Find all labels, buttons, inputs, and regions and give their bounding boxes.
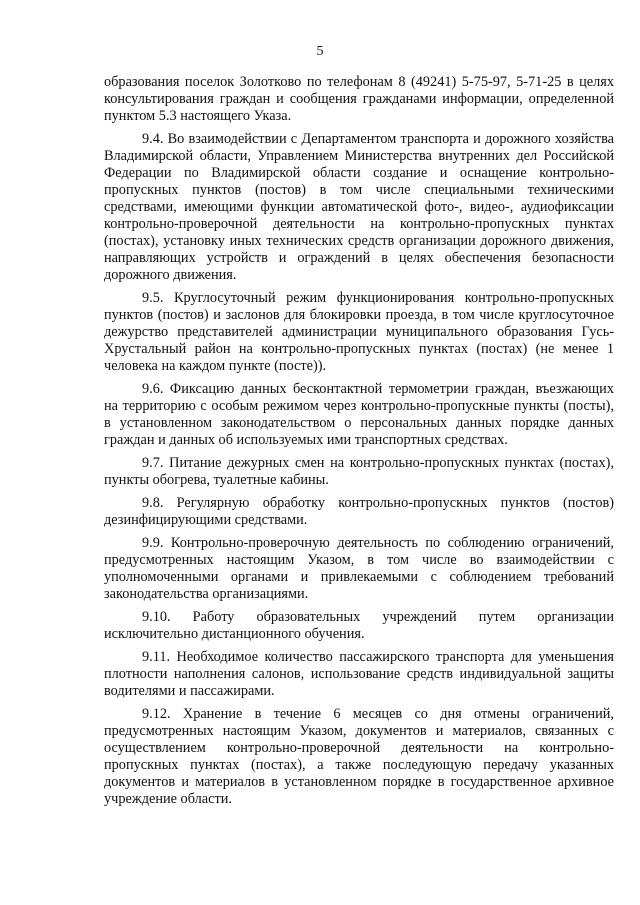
paragraph-9-11: 9.11. Необходимое количество пассажирского транспорта для уменьшения плотности наполнения салонов, использование средств индивидуальной защиты водителями и пассажирами. xyxy=(104,649,614,699)
paragraph-9-6: 9.6. Фиксацию данных бесконтактной термометрии граждан, въезжающих на территорию с особым режимом через контрольно-пропускные пункты (посты), в установленном законодательством о персональных данных порядке данных граждан и данных об используемых ими транспортных средствах. xyxy=(104,381,614,448)
paragraph-9-9: 9.9. Контрольно-проверочную деятельность по соблюдению ограничений, предусмотренных настоящим Указом, в том числе во взаимодействии с уполномоченными органами и привлекаемыми с соблюдением требований законодательства организациями. xyxy=(104,535,614,602)
page-number: 5 xyxy=(316,44,324,59)
paragraph-9-5: 9.5. Круглосуточный режим функционирования контрольно-пропускных пунктов (постов) и заслонов для блокировки проезда, в том числе круглосуточное дежурство представителей администрации муниципального образования Гусь-Хрустальный район на контрольно-пропускных пунктах (постах) (не менее 1 человека на каждом пункте (посте)). xyxy=(104,290,614,374)
paragraph-9-4: 9.4. Во взаимодействии с Департаментом транспорта и дорожного хозяйства Владимирской области, Управлением Министерства внутренних дел Российской Федерации по Владимирской области создание и оснащение контрольно-пропускных пунктов (постов) в том числе специальными техническими средствами, имеющими функции автоматической фото-, видео-, аудиофиксации контрольно-проверочной деятельности на контрольно-пропускных пунктах (постах), установку иных технических средств организации дорожного движения, направляющих устройств и ограждений в целях обеспечения безопасности дорожного движения. xyxy=(104,131,614,283)
paragraph-continuation: образования поселок Золотково по телефонам 8 (49241) 5-75-97, 5-71-25 в целях консультирования граждан и сообщения гражданами информации, определенной пунктом 5.3 настоящего Указа. xyxy=(104,74,614,124)
paragraph-9-7: 9.7. Питание дежурных смен на контрольно-пропускных пунктах (постах), пункты обогрева, туалетные кабины. xyxy=(104,455,614,488)
paragraph-9-8: 9.8. Регулярную обработку контрольно-пропускных пунктов (постов) дезинфицирующими средствами. xyxy=(104,495,614,528)
document-body xyxy=(104,74,614,814)
paragraph-9-10: 9.10. Работу образовательных учреждений путем организации исключительно дистанционного обучения. xyxy=(104,609,614,642)
paragraph-9-12: 9.12. Хранение в течение 6 месяцев со дня отмены ограничений, предусмотренных настоящим Указом, документов и материалов, связанных с осуществлением контрольно-проверочной деятельности на контрольно-пропускных пунктах (постах), а также последующую передачу указанных документов и материалов в установленном порядке в государственное архивное учреждение области. xyxy=(104,706,614,807)
